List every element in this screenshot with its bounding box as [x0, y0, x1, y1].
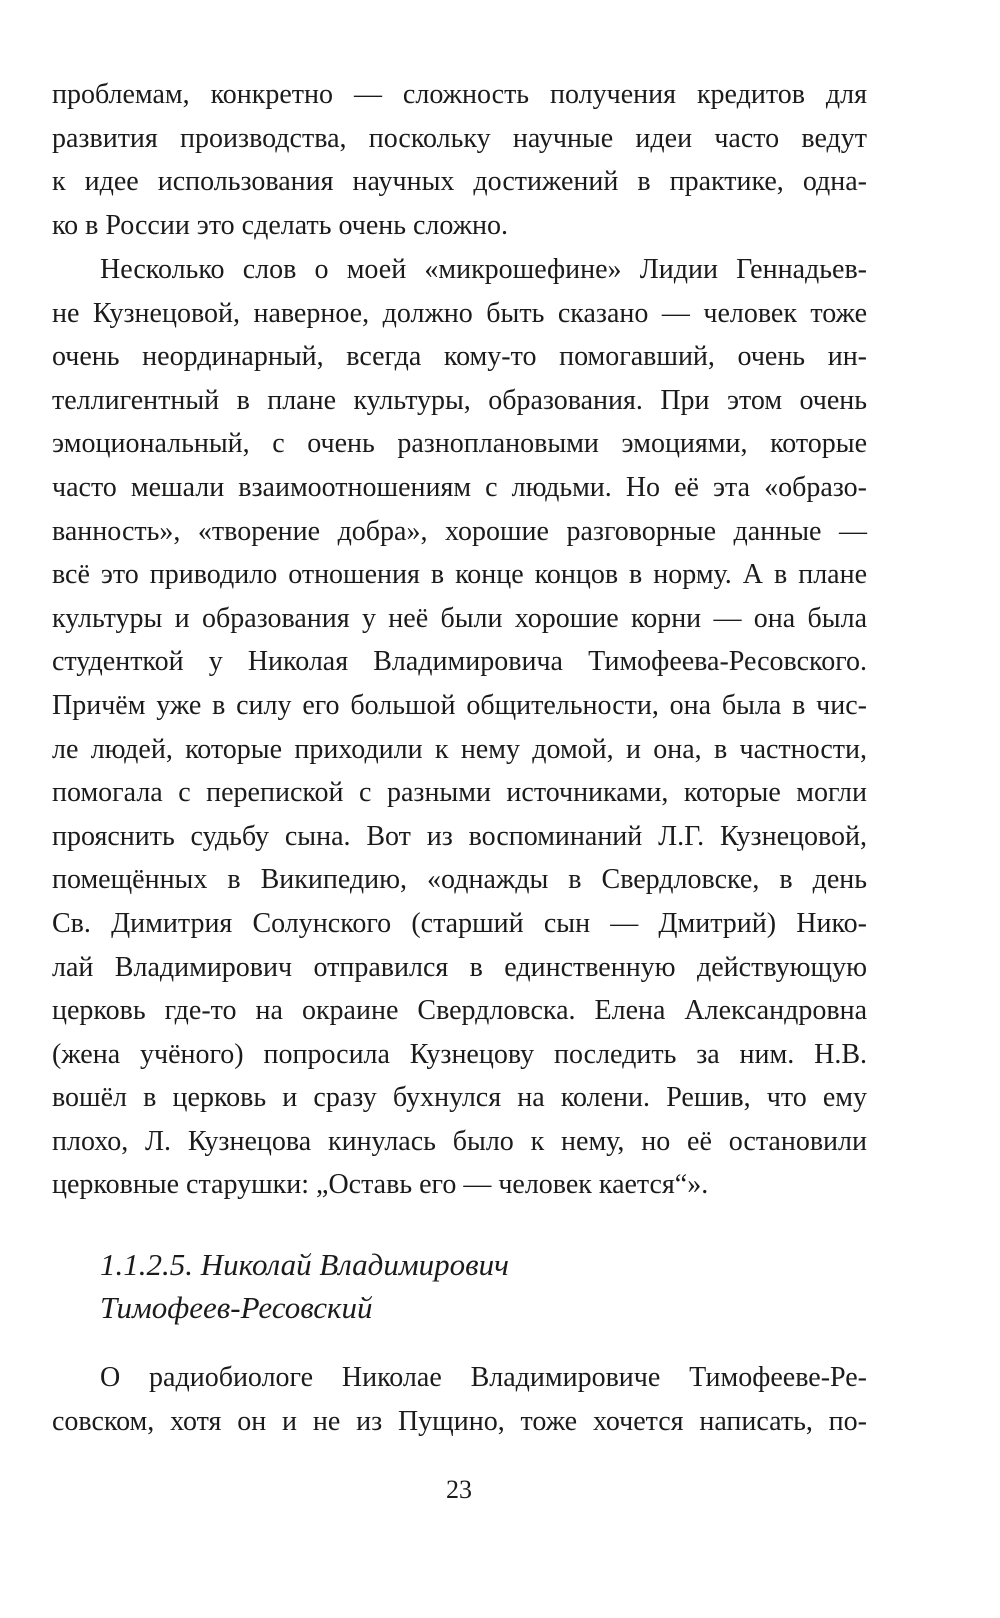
heading-line: 1.1.2.5. Николай Владимирович	[100, 1247, 509, 1282]
text-line: Св. Димитрия Солунского (старший сын — Дмитрий) Нико-	[52, 907, 867, 939]
text-line: не Кузнецовой, наверное, должно быть сказано — человек тоже	[52, 297, 867, 329]
text-line: Несколько слов о моей «микрошефине» Лидии Геннадьев-	[100, 254, 867, 285]
text-line: ле людей, которые приходили к нему домой, и она, в частности,	[52, 733, 867, 765]
text-line: проблемам, конкретно — сложность получения кредитов для	[52, 79, 867, 110]
text-line: теллигентный в плане культуры, образования. При этом очень	[52, 384, 867, 416]
paragraph	[52, 248, 867, 1207]
heading-line: Тимофеев-Ресовский	[100, 1290, 373, 1325]
paragraph	[52, 73, 867, 247]
text-line: помещённых в Википедию, «однажды в Свердловске, в день	[52, 864, 867, 896]
text-line: лай Владимирович отправился в единственную действующую	[52, 951, 867, 983]
text-line: Причём уже в силу его большой общительности, она была в чис-	[52, 689, 867, 721]
text-line: очень неординарный, всегда кому-то помогавший, очень ин-	[52, 341, 867, 373]
text-line: часто мешали взаимоотношениям с людьми. Но её эта «образо-	[52, 471, 867, 503]
section-heading	[100, 1243, 860, 1329]
text-line: вошёл в церковь и сразу бухнулся на колени. Решив, что ему	[52, 1082, 867, 1114]
text-line: студенткой у Николая Владимировича Тимофеева-Ресовского.	[52, 646, 867, 678]
paragraph	[52, 1356, 867, 1443]
text-line: ко в России это сделать очень сложно.	[52, 209, 509, 241]
text-line: плохо, Л. Кузнецова кинулась было к нему, но её остановили	[52, 1125, 867, 1157]
text-line: ванность», «творение добра», хорошие разговорные данные —	[52, 515, 867, 547]
text-line: эмоциональный, с очень разноплановыми эмоциями, которые	[52, 428, 867, 460]
page-number: 23	[446, 1475, 472, 1504]
text-line: к идее использования научных достижений в практике, одна-	[52, 166, 867, 198]
text-line: (жена учёного) попросила Кузнецову последить за ним. Н.В.	[52, 1038, 867, 1070]
text-line: помогала с перепиской с разными источниками, которые могли	[52, 777, 867, 809]
text-line: развития производства, поскольку научные идеи часто ведут	[52, 122, 867, 154]
text-line: культуры и образования у неё были хорошие корни — она была	[52, 602, 867, 634]
text-line: О радиобиологе Николае Владимировиче Тимофееве-Ре-	[100, 1362, 867, 1393]
text-line: всё это приводило отношения в конце концов в норму. А в плане	[52, 559, 867, 591]
text-line: совском, хотя он и не из Пущино, тоже хочется написать, по-	[52, 1405, 867, 1437]
text-line: церковь где-то на окраине Свердловска. Елена Александровна	[52, 995, 867, 1027]
text-line: прояснить судьбу сына. Вот из воспоминаний Л.Г. Кузнецовой,	[52, 820, 867, 852]
text-line: церковные старушки: „Оставь его — человек кается“».	[52, 1169, 709, 1201]
